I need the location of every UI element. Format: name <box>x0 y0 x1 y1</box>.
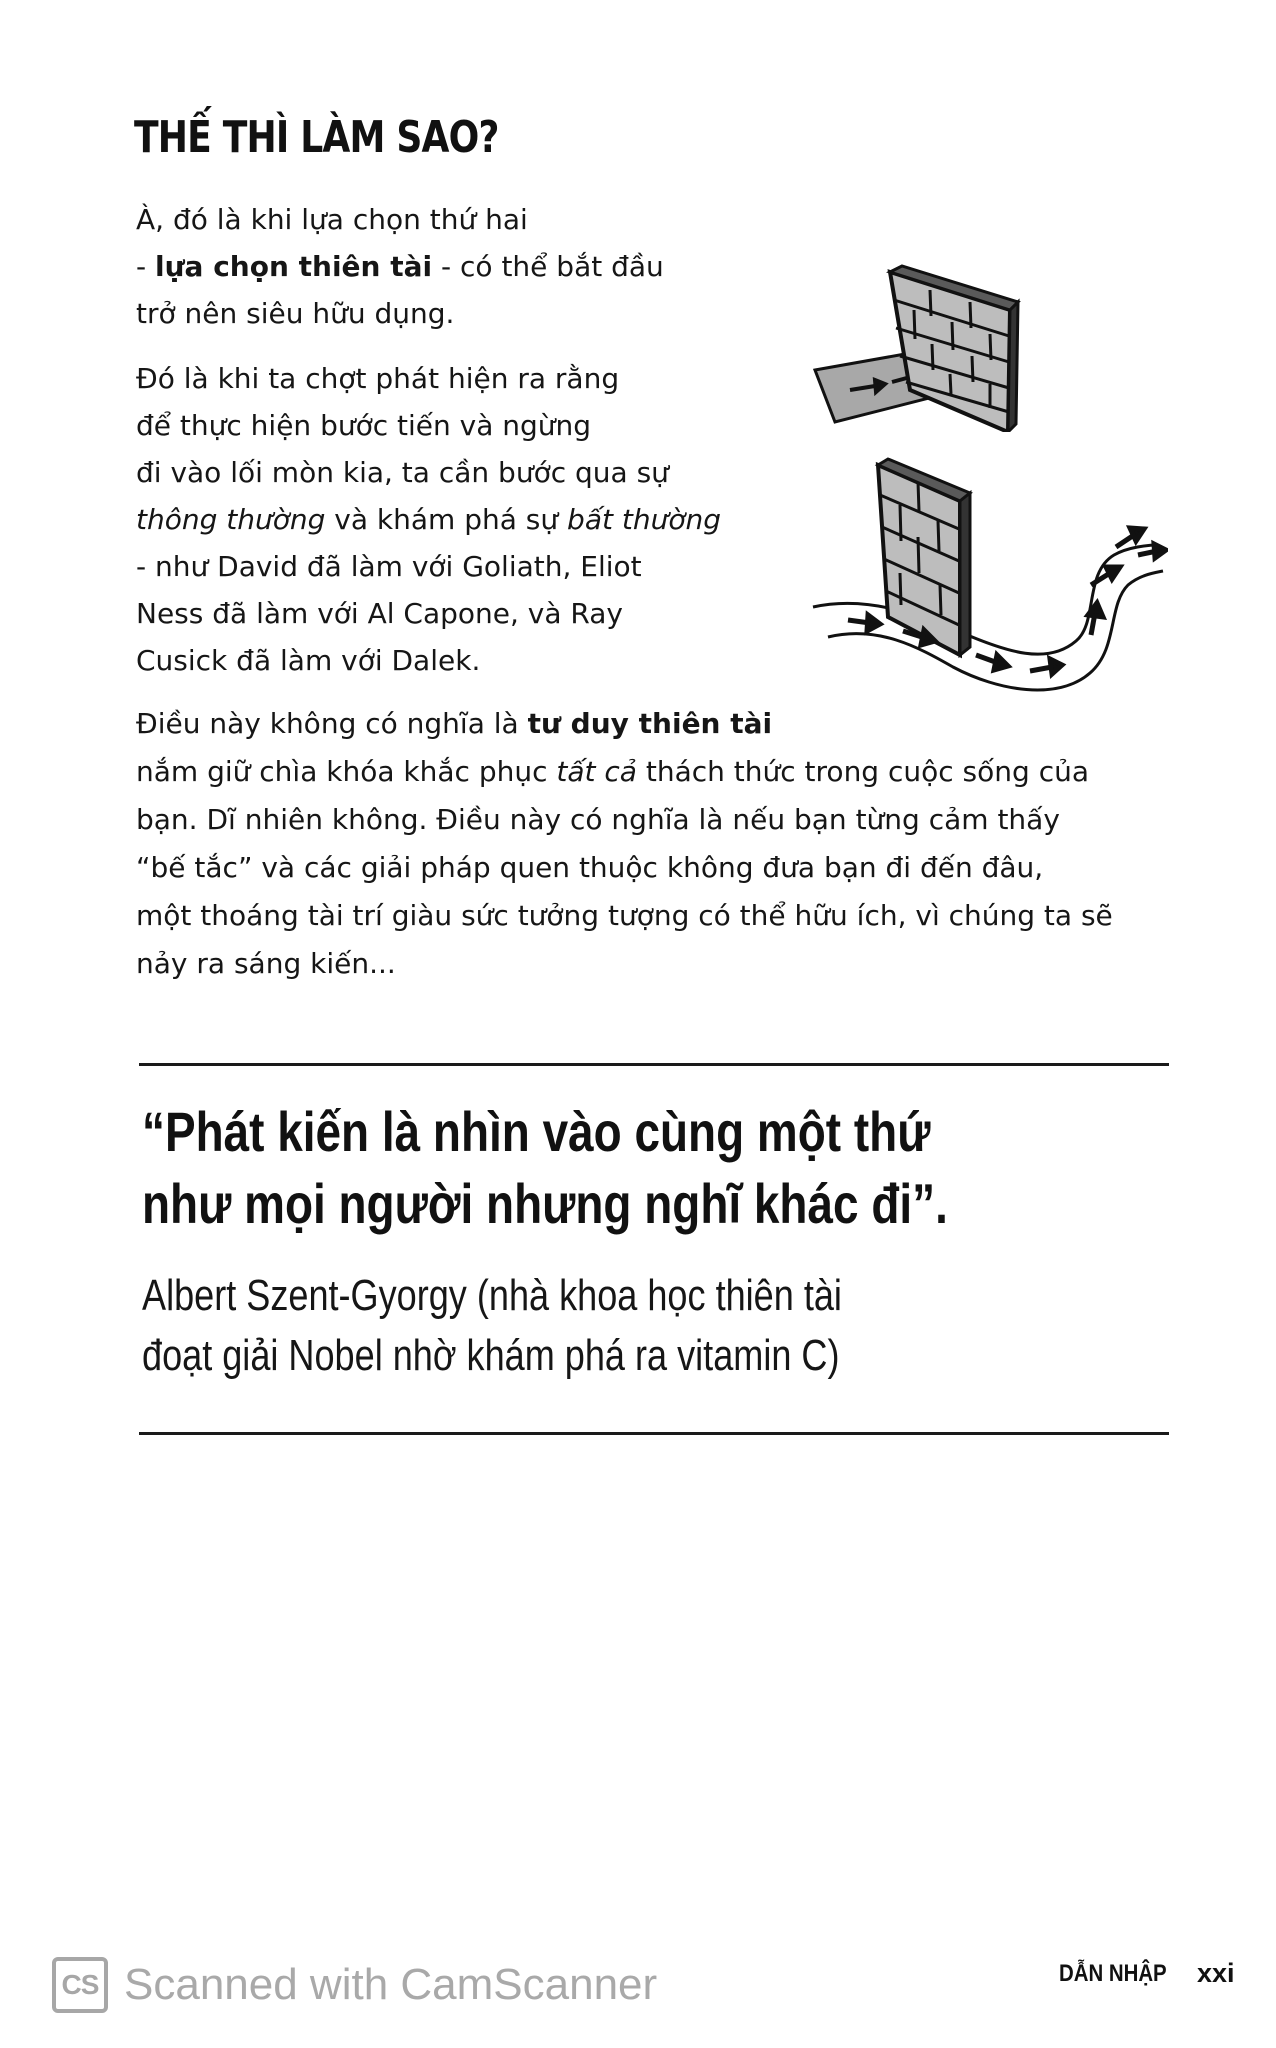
camscanner-logo-icon: CS <box>52 1957 108 2013</box>
conclusion-line: nắm giữ chìa khóa khắc phục <box>136 755 557 788</box>
conclusion-line: bạn. Dĩ nhiên không. Điều này có nghĩa là nếu bạn từng cảm thấy <box>136 803 1060 836</box>
extraordinary-emphasis: bất thường <box>567 503 721 536</box>
attribution-line: đoạt giải Nobel nhờ khám phá ra vitamin C) <box>142 1331 840 1380</box>
examples-paragraph <box>136 355 776 684</box>
conclusion-paragraph <box>136 700 1166 988</box>
intro-paragraph <box>136 196 776 337</box>
intro-line: - <box>136 250 156 283</box>
genius-thinking-emphasis: tư duy thiên tài <box>527 707 773 740</box>
conclusion-line: “bế tắc” và các giải pháp quen thuộc không đưa bạn đi đến đâu, <box>136 851 1044 884</box>
conclusion-line: một thoáng tài trí giàu sức tưởng tượng có thể hữu ích, vì chúng ta sẽ <box>136 899 1113 932</box>
examples-line: đi vào lối mòn kia, ta cần bước qua sự <box>136 456 669 489</box>
ordinary-emphasis: thông thường <box>136 503 326 536</box>
examples-line: Cusick đã làm với Dalek. <box>136 644 481 677</box>
watermark-text: Scanned with CamScanner <box>124 1960 658 2009</box>
pull-quote <box>142 1096 948 1240</box>
conclusion-line: thách thức trong cuộc sống của <box>636 755 1089 788</box>
intro-line: trở nên siêu hữu dụng. <box>136 297 455 330</box>
running-footer-chapter: DẪN NHẬP <box>1059 1960 1167 1987</box>
examples-line: Đó là khi ta chợt phát hiện ra rằng <box>136 362 620 395</box>
quote-attribution <box>142 1266 842 1386</box>
quote-bottom-divider <box>139 1432 1169 1435</box>
path-curving-around-brick-wall-icon <box>808 455 1168 700</box>
genius-choice-emphasis: lựa chọn thiên tài <box>155 250 433 283</box>
examples-line: và khám phá sự <box>325 503 568 536</box>
page-number: xxi <box>1197 1958 1235 1988</box>
conclusion-line: nảy ra sáng kiến... <box>136 947 396 980</box>
intro-line: - có thể bắt đầu <box>432 250 664 283</box>
quote-top-divider <box>139 1063 1169 1066</box>
quote-line: “Phát kiến là nhìn vào cùng một thứ <box>142 1100 931 1163</box>
attribution-line: Albert Szent-Gyorgy (nhà khoa học thiên tài <box>142 1271 842 1320</box>
all-emphasis: tất cả <box>556 755 637 788</box>
intro-line: À, đó là khi lựa chọn thứ hai <box>136 203 528 236</box>
section-heading: THẾ THÌ LÀM SAO? <box>134 112 499 163</box>
examples-line: Ness đã làm với Al Capone, và Ray <box>136 597 623 630</box>
examples-line: - như David đã làm với Goliath, Eliot <box>136 550 642 583</box>
conclusion-line: Điều này không có nghĩa là <box>136 707 528 740</box>
scanner-watermark <box>52 1955 657 2015</box>
brick-wall-blocking-path-icon <box>810 262 1030 432</box>
quote-line: như mọi người nhưng nghĩ khác đi”. <box>142 1172 948 1235</box>
examples-line: để thực hiện bước tiến và ngừng <box>136 409 592 442</box>
